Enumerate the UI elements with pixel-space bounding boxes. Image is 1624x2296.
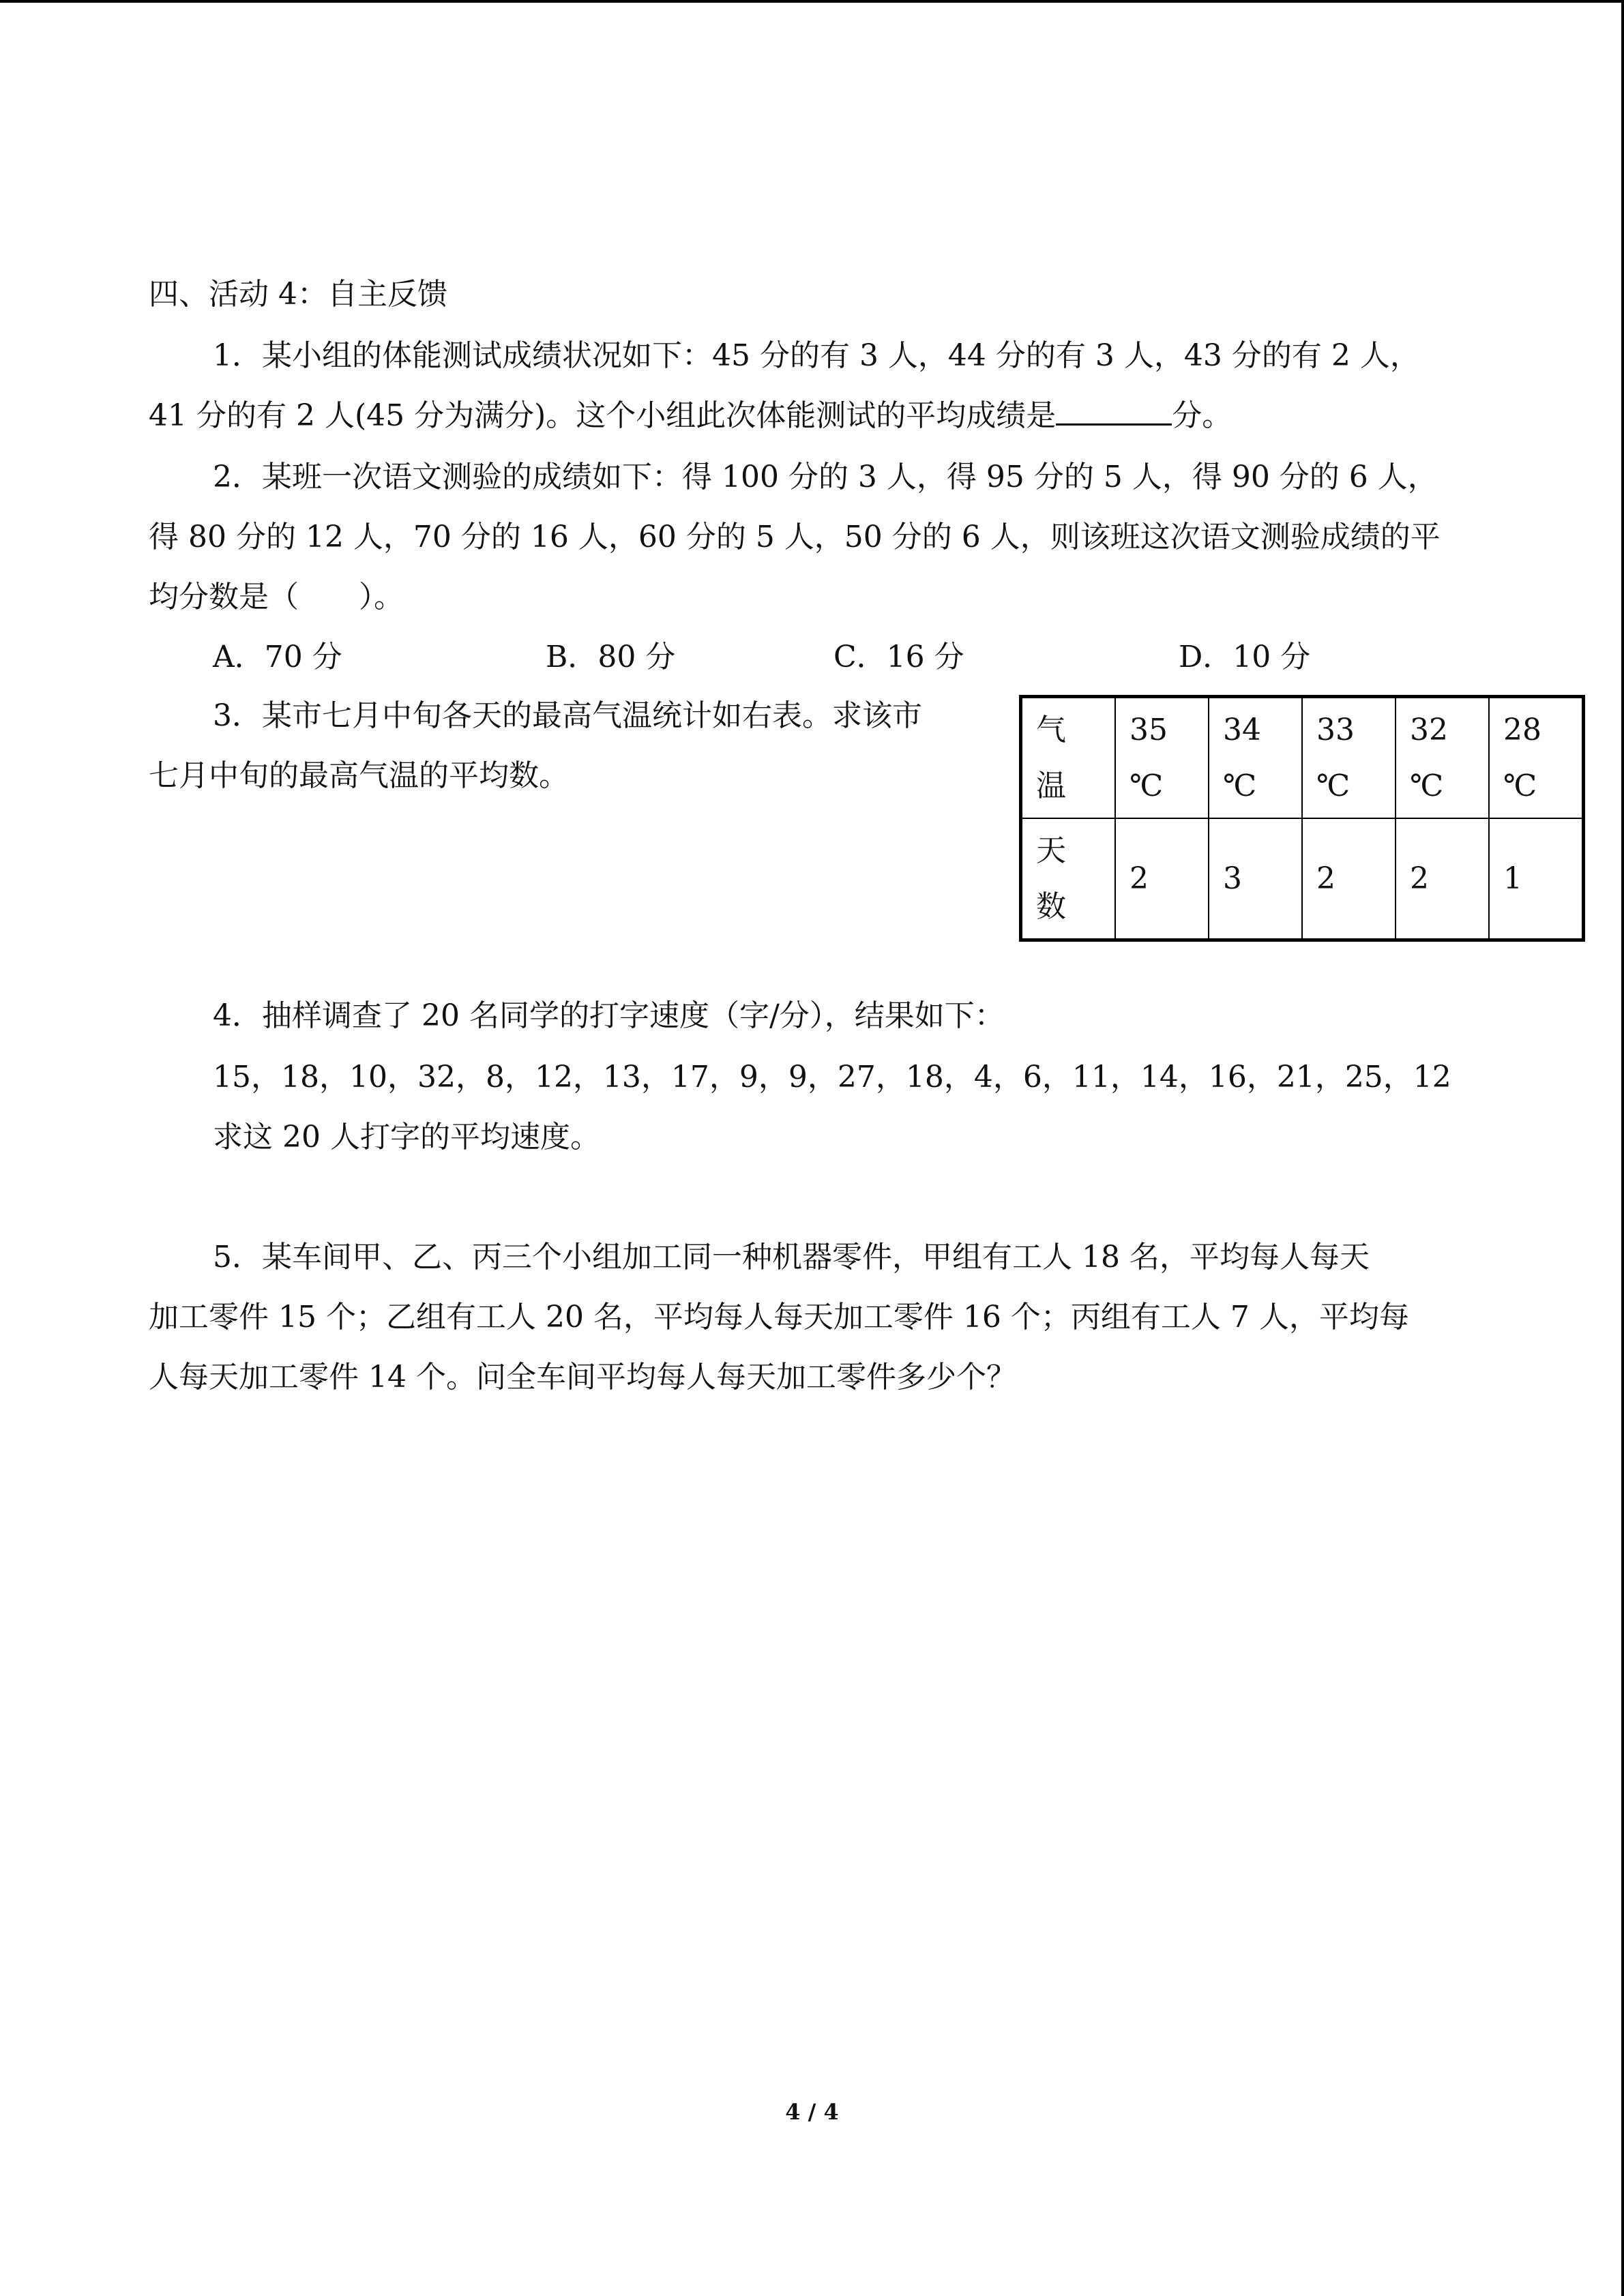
days-header-cell [1021,818,1116,940]
answer-blank[interactable] [1056,396,1172,426]
q3-line-2: 七月中旬的最高气温的平均数。 [149,758,569,793]
q5-line-1: 5．某车间甲、乙、丙三个小组加工同一种机器零件，甲组有工人 18 名，平均每人每天 [213,1240,1370,1274]
q2-line-2: 得 80 分的 12 人，70 分的 16 人，60 分的 5 人，50 分的 6 人，则该班这次语文测验成绩的平 [149,520,1441,554]
days-header-char-1: 天 [1036,833,1066,868]
page-top-border [0,0,1624,3]
temperature-unit: ℃ [1130,768,1164,803]
q1-line-1: 1．某小组的体能测试成绩状况如下：45 分的有 3 人，44 分的有 3 人，43 分的有 2 人， [213,338,1420,373]
q4-line-1: 4．抽样调查了 20 名同学的打字速度（字/分），结果如下： [213,998,1005,1033]
days-cell: 1 [1489,818,1584,940]
temperature-unit: ℃ [1316,768,1350,803]
days-cell: 2 [1302,818,1396,940]
page-right-border [1621,0,1624,2296]
temperature-header-char-1: 气 [1036,712,1066,747]
temperature-unit: ℃ [1223,768,1257,803]
temperature-cell [1209,697,1302,819]
days-header-char-2: 数 [1036,889,1066,924]
q2-line-1: 2．某班一次语文测验的成绩如下：得 100 分的 3 人，得 95 分的 5 人，得 90 分的 6 人， [213,460,1438,494]
page-number: 4 / 4 [785,2099,839,2125]
days-cell: 3 [1209,818,1302,940]
temperature-cell [1489,697,1584,819]
temperature-value: 28 [1503,712,1541,747]
temperature-value: 35 [1130,712,1168,747]
q2-line-3: 均分数是（ ）。 [149,580,404,614]
q5-line-2: 加工零件 15 个；乙组有工人 20 名，平均每人每天加工零件 16 个；丙组有工人 7 人，平均每 [149,1300,1409,1335]
q2-option-a: A．70 分 [213,640,342,674]
temperature-unit: ℃ [1410,768,1444,803]
temperature-header-char-2: 温 [1036,768,1066,803]
q1-line-2-text: 41 分的有 2 人(45 分为满分)。这个小组此次体能测试的平均成绩是 [149,398,1057,433]
q1-line-2-suffix: 分。 [1172,398,1232,433]
q4-line-3: 求这 20 人打字的平均速度。 [213,1120,600,1154]
temperature-value: 34 [1223,712,1261,747]
q2-option-d: D．10 分 [1179,640,1311,674]
temperature-unit: ℃ [1503,768,1537,803]
temperature-cell [1302,697,1396,819]
temperature-row [1021,697,1584,819]
temperature-cell [1115,697,1209,819]
q1-line-2 [149,396,1232,436]
q3-line-1: 3．某市七月中旬各天的最高气温统计如右表。求该市 [213,698,922,733]
q4-line-2: 15，18，10，32，8，12，13，17，9，9，27，18，4，6，11，14，16，21，25，12 [213,1060,1451,1094]
temperature-cell [1396,697,1489,819]
section-title: 四、活动 4：自主反馈 [149,277,447,312]
temperature-value: 33 [1316,712,1355,747]
temperature-value: 32 [1410,712,1448,747]
temperature-table [1019,695,1585,942]
days-cell: 2 [1396,818,1489,940]
q2-option-c: C．16 分 [833,640,964,674]
days-cell: 2 [1115,818,1209,940]
q5-line-3: 人每天加工零件 14 个。问全车间平均每人每天加工零件多少个？ [149,1360,1016,1395]
q2-option-b: B．80 分 [546,640,676,674]
temperature-header-cell [1021,697,1116,819]
days-row [1021,818,1584,940]
